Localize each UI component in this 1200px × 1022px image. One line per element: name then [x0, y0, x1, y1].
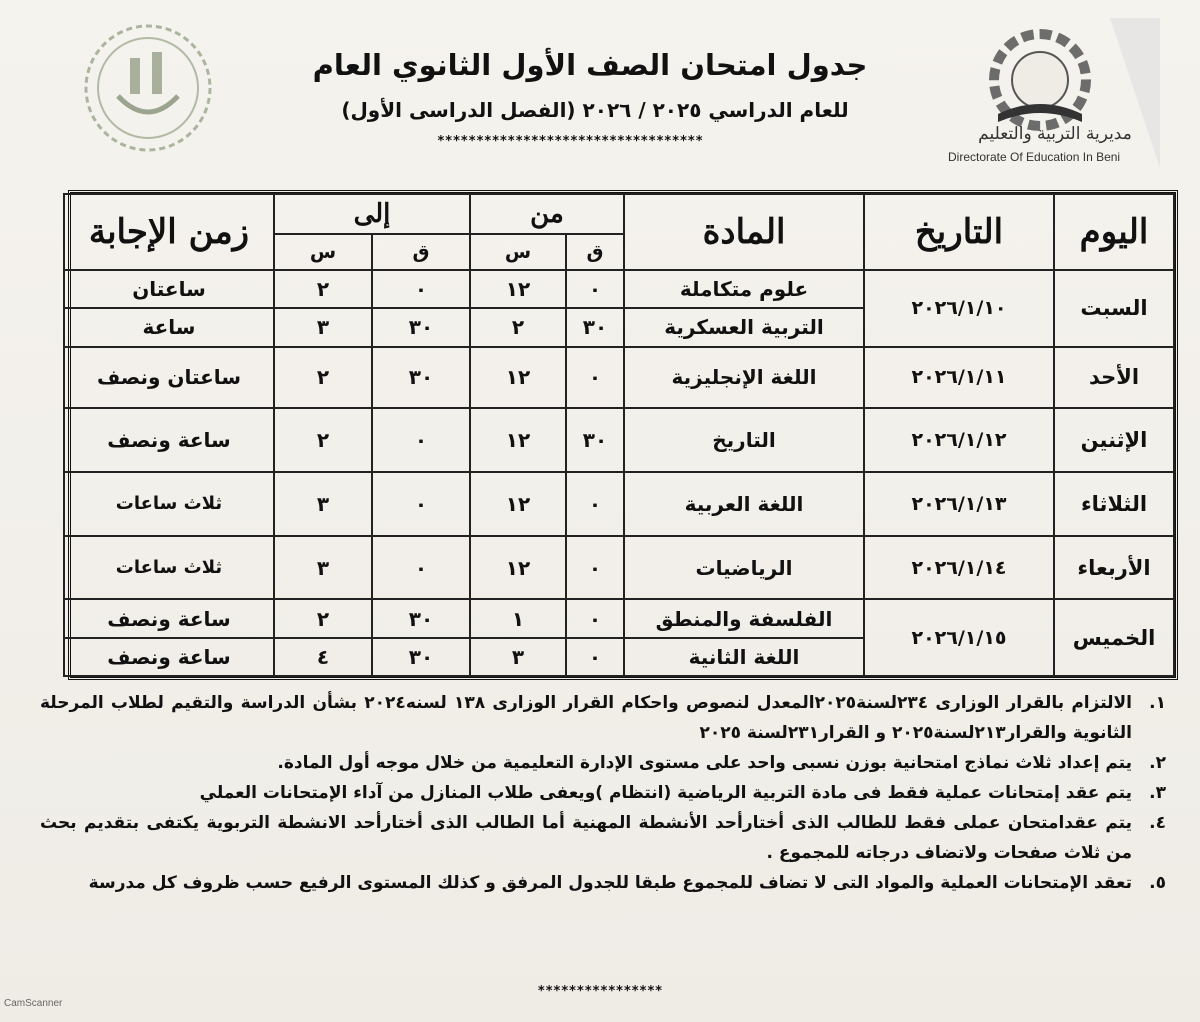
- list-item: [40, 778, 1166, 808]
- note-number: ٥.: [1149, 873, 1166, 893]
- header-day: اليوم: [1054, 194, 1174, 270]
- cell-from-hours: ٢: [470, 308, 566, 346]
- cell-to-minutes: ٠: [372, 536, 470, 600]
- cell-from-minutes: ٠: [566, 536, 624, 600]
- notes-list: [40, 688, 1166, 898]
- note-text: يتم عقد إمتحانات عملية فقط فى مادة التربية الرياضية (انتظام )ويعفى طلاب المنازل من آداء الإمتحانات العملي: [199, 783, 1132, 803]
- note-text: يتم إعداد ثلاث نماذج امتحانية بوزن نسبى واحد على مستوى الإدارة التعليمية من خلال موجه أول المادة.: [277, 753, 1132, 773]
- header-stars-divider: **********************************: [436, 134, 704, 149]
- cell-to-hours: ٢: [274, 599, 372, 637]
- header-from-hours: س: [470, 234, 566, 270]
- cell-duration: ساعة ونصف: [64, 599, 274, 637]
- cell-subject: اللغة العربية: [624, 472, 864, 536]
- header-from: من: [470, 194, 624, 234]
- note-text: تعقد الإمتحانات العملية والمواد التى لا تضاف للمجموع طبقا للجدول المرفق و كذلك المستوى الرفيع حسب ظروف كل مدرسة: [88, 873, 1132, 893]
- directorate-name-ar: مديرية التربية والتعليم: [978, 124, 1132, 144]
- cell-to-hours: ٣: [274, 472, 372, 536]
- cell-to-hours: ٢: [274, 347, 372, 409]
- list-item: [40, 688, 1166, 748]
- cell-subject: اللغة الثانية: [624, 638, 864, 676]
- cell-to-hours: ٣: [274, 536, 372, 600]
- cell-from-hours: ١٢: [470, 347, 566, 409]
- header-from-minutes: ق: [566, 234, 624, 270]
- cell-duration: ساعة ونصف: [64, 638, 274, 676]
- cell-from-minutes: ٠: [566, 638, 624, 676]
- cell-to-minutes: ٣٠: [372, 599, 470, 637]
- table-row: [64, 270, 1174, 308]
- cell-to-minutes: ٣٠: [372, 638, 470, 676]
- page-title: جدول امتحان الصف الأول الثانوي العام: [312, 48, 868, 82]
- cell-subject: التاريخ: [624, 408, 864, 472]
- cell-day: الأربعاء: [1054, 536, 1174, 600]
- cell-day: الأحد: [1054, 347, 1174, 409]
- header-subject: المادة: [624, 194, 864, 270]
- cell-from-hours: ١: [470, 599, 566, 637]
- table-row: [64, 472, 1174, 536]
- directorate-logo-icon: [960, 18, 1160, 168]
- cell-to-minutes: ٠: [372, 472, 470, 536]
- cell-date: ٢٠٢٦/١/١٤: [864, 536, 1054, 600]
- cell-date: ٢٠٢٦/١/١٢: [864, 408, 1054, 472]
- note-number: ٢.: [1149, 753, 1166, 773]
- table-row: [64, 408, 1174, 472]
- cell-to-minutes: ٣٠: [372, 308, 470, 346]
- cell-to-minutes: ٣٠: [372, 347, 470, 409]
- list-item: [40, 808, 1166, 868]
- cell-from-minutes: ٠: [566, 347, 624, 409]
- header-date: التاريخ: [864, 194, 1054, 270]
- cell-duration: ساعة ونصف: [64, 408, 274, 472]
- table-row: [64, 599, 1174, 637]
- header-to-minutes: ق: [372, 234, 470, 270]
- cell-date: ٢٠٢٦/١/١٠: [864, 270, 1054, 347]
- cell-subject: علوم متكاملة: [624, 270, 864, 308]
- note-number: ١.: [1149, 693, 1166, 713]
- table-row: [64, 536, 1174, 600]
- cell-from-hours: ١٢: [470, 536, 566, 600]
- cell-from-hours: ٣: [470, 638, 566, 676]
- cell-date: ٢٠٢٦/١/١١: [864, 347, 1054, 409]
- cell-from-hours: ١٢: [470, 472, 566, 536]
- cell-day: الخميس: [1054, 599, 1174, 676]
- cell-from-minutes: ٠: [566, 472, 624, 536]
- cell-duration: ثلاث ساعات: [64, 472, 274, 536]
- school-emblem-icon: [78, 18, 218, 158]
- cell-from-hours: ١٢: [470, 408, 566, 472]
- cell-from-minutes: ٣٠: [566, 408, 624, 472]
- exam-schedule-table: [68, 190, 1178, 680]
- note-text: الالتزام بالقرار الوزارى ٢٣٤لسنة٢٠٢٥المعدل لنصوص واحكام القرار الوزارى ١٣٨ لسنه٢٠٢٤ بشأن الدراسة والتقيم لطلاب المرحلة الثانوية والقرار٢١٣لسنة٢٠٢٥ و القرار٢٣١لسنة ٢٠٢٥: [40, 693, 1133, 743]
- cell-subject: اللغة الإنجليزية: [624, 347, 864, 409]
- header-duration: زمن الإجابة: [64, 194, 274, 270]
- cell-to-hours: ٢: [274, 270, 372, 308]
- cell-day: الإثنين: [1054, 408, 1174, 472]
- cell-from-hours: ١٢: [470, 270, 566, 308]
- cell-duration: ساعتان: [64, 270, 274, 308]
- scanner-watermark: CamScanner: [4, 998, 63, 1009]
- cell-subject: الرياضيات: [624, 536, 864, 600]
- header-to-hours: س: [274, 234, 372, 270]
- cell-from-minutes: ٠: [566, 270, 624, 308]
- footer-stars-divider: ****************: [537, 984, 663, 999]
- cell-duration: ساعة: [64, 308, 274, 346]
- directorate-name-en: Directorate Of Education In Beni: [948, 150, 1121, 164]
- cell-duration: ثلاث ساعات: [64, 536, 274, 600]
- cell-subject: التربية العسكرية: [624, 308, 864, 346]
- cell-to-minutes: ٠: [372, 270, 470, 308]
- cell-date: ٢٠٢٦/١/١٥: [864, 599, 1054, 676]
- note-number: ٣.: [1149, 783, 1166, 803]
- page-subtitle: للعام الدراسي ٢٠٢٥ / ٢٠٢٦ (الفصل الدراسى الأول): [341, 98, 849, 122]
- cell-date: ٢٠٢٦/١/١٣: [864, 472, 1054, 536]
- header-to: إلى: [274, 194, 470, 234]
- cell-day: الثلاثاء: [1054, 472, 1174, 536]
- cell-to-hours: ٢: [274, 408, 372, 472]
- list-item: [40, 868, 1166, 898]
- cell-subject: الفلسفة والمنطق: [624, 599, 864, 637]
- cell-to-minutes: ٠: [372, 408, 470, 472]
- note-text: يتم عقدامتحان عملى فقط للطالب الذى أختارأحد الأنشطة المهنية أما الطالب الذى أختارأحد الانشطة التربوية يكتفى بتقديم بحث من ثلاث صفحات ولاتضاف درجاته للمجموع .: [40, 813, 1132, 863]
- list-item: [40, 748, 1166, 778]
- cell-from-minutes: ٣٠: [566, 308, 624, 346]
- table-row: [64, 347, 1174, 409]
- note-number: ٤.: [1149, 813, 1166, 833]
- cell-day: السبت: [1054, 270, 1174, 347]
- cell-to-hours: ٣: [274, 308, 372, 346]
- cell-to-hours: ٤: [274, 638, 372, 676]
- cell-duration: ساعتان ونصف: [64, 347, 274, 409]
- cell-from-minutes: ٠: [566, 599, 624, 637]
